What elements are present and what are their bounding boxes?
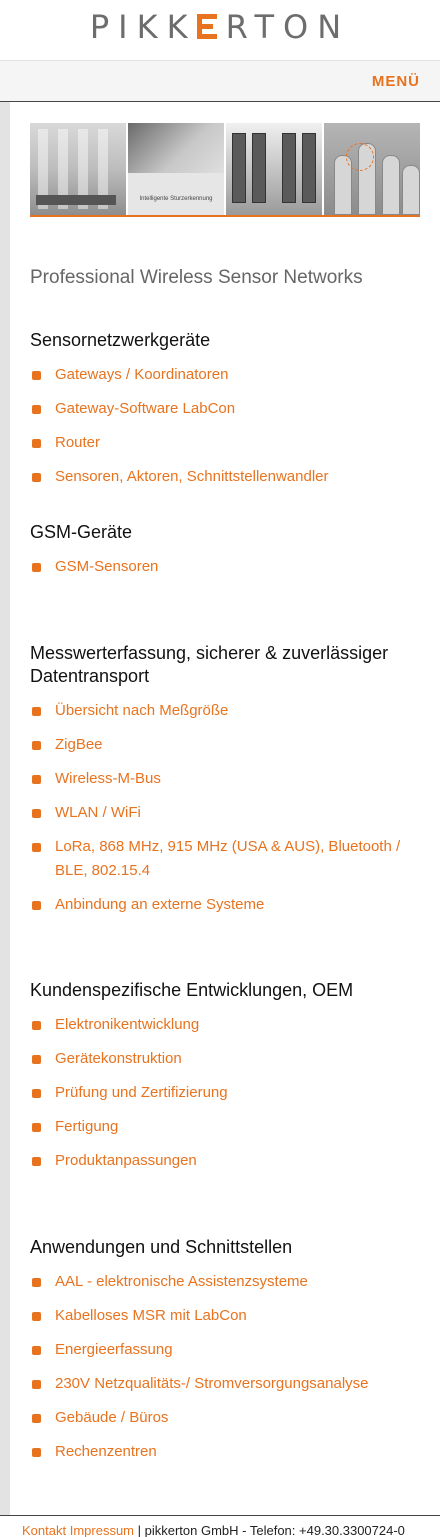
logo-e-mark-icon (197, 14, 217, 39)
list-item[interactable]: LoRa, 868 MHz, 915 MHz (USA & AUS), Bluetooth / BLE, 802.15.4 (30, 835, 425, 883)
bullet-icon (32, 707, 41, 716)
bullet-icon (32, 843, 41, 852)
banner-datacenter-image (226, 123, 322, 215)
list-item[interactable]: GSM-Sensoren (30, 555, 425, 579)
list-item[interactable]: Gerätekonstruktion (30, 1047, 425, 1071)
bullet-icon (32, 809, 41, 818)
header-banner (30, 123, 420, 215)
list-item[interactable]: Fertigung (30, 1115, 425, 1139)
list-item[interactable]: Prüfung und Zertifizierung (30, 1081, 425, 1105)
list-item[interactable]: AAL - elektronische Assistenzsysteme (30, 1270, 425, 1294)
list-item[interactable]: Übersicht nach Meßgröße (30, 699, 425, 723)
section-messwerterfassung (30, 642, 425, 917)
bullet-icon (32, 741, 41, 750)
section-title: GSM-Geräte (30, 522, 133, 542)
section-kundenspezifische-entwicklungen (30, 979, 425, 1173)
kontakt-link[interactable]: Kontakt (22, 1523, 67, 1537)
bullet-icon (32, 371, 41, 380)
list-item[interactable]: Gateway-Software LabCon (30, 397, 425, 421)
list-item[interactable]: Anbindung an externe Systeme (30, 893, 425, 917)
bullet-icon (32, 1380, 41, 1389)
section-sensornetzwerkgeraete (30, 329, 425, 489)
list-item[interactable]: Sensoren, Aktoren, Schnittstellenwandler (30, 465, 425, 489)
section-anwendungen-und-schnittstellen (30, 1236, 425, 1464)
list-item[interactable]: Gateways / Koordinatoren (30, 363, 425, 387)
header (0, 0, 440, 60)
page-title: Professional Wireless Sensor Networks (30, 267, 363, 288)
left-sidebar-strip (0, 102, 10, 1515)
bullet-icon (32, 901, 41, 910)
section-title: Kundenspezifische Entwicklungen, OEM (30, 980, 354, 1000)
list-item[interactable]: Kabelloses MSR mit LabCon (30, 1304, 425, 1328)
banner-fall-detection-image (128, 123, 224, 215)
navbar (0, 60, 440, 102)
footer (0, 1515, 440, 1537)
bullet-icon (32, 439, 41, 448)
bullet-icon (32, 1312, 41, 1321)
impressum-link[interactable]: Impressum (69, 1523, 135, 1537)
bullet-icon (32, 563, 41, 572)
list-item[interactable]: Elektronikentwicklung (30, 1013, 425, 1037)
bullet-icon (32, 1021, 41, 1030)
banner-accent-line (30, 215, 420, 217)
bullet-icon (32, 1414, 41, 1423)
bullet-icon (32, 1448, 41, 1457)
list-item[interactable]: Wireless-M-Bus (30, 767, 425, 791)
bullet-icon (32, 775, 41, 784)
bullet-icon (32, 1157, 41, 1166)
list-item[interactable]: Produktanpassungen (30, 1149, 425, 1173)
pikkerton-logo[interactable]: PIKK RTON (89, 8, 351, 46)
bullet-icon (32, 405, 41, 414)
list-item[interactable]: Energieerfassung (30, 1338, 425, 1362)
company-info: | pikkerton GmbH - Telefon: +49.30.3300724-0 (137, 1523, 405, 1537)
banner-industrial-tanks-image (324, 123, 420, 215)
list-item[interactable]: Rechenzentren (30, 1440, 425, 1464)
list-item[interactable]: ZigBee (30, 733, 425, 757)
banner-office-image (30, 123, 126, 215)
list-item[interactable]: Router (30, 431, 425, 455)
list-item[interactable]: WLAN / WiFi (30, 801, 425, 825)
bullet-icon (32, 1346, 41, 1355)
list-item[interactable]: 230V Netzqualitäts-/ Stromversorgungsanalyse (30, 1372, 425, 1396)
banner-caption: Intelligente Sturzerkennung (139, 196, 213, 202)
menu-button[interactable]: MENÜ (371, 73, 420, 90)
section-title: Sensornetzwerkgeräte (30, 330, 211, 350)
bullet-icon (32, 1123, 41, 1132)
section-gsm-geraete (30, 521, 425, 579)
bullet-icon (32, 1089, 41, 1098)
bullet-icon (32, 1278, 41, 1287)
section-title: Anwendungen und Schnittstellen (30, 1237, 293, 1257)
bullet-icon (32, 1055, 41, 1064)
section-title: Messwerterfassung, sicherer & zuverlässiger Datentransport (30, 643, 389, 686)
bullet-icon (32, 473, 41, 482)
list-item[interactable]: Gebäude / Büros (30, 1406, 425, 1430)
